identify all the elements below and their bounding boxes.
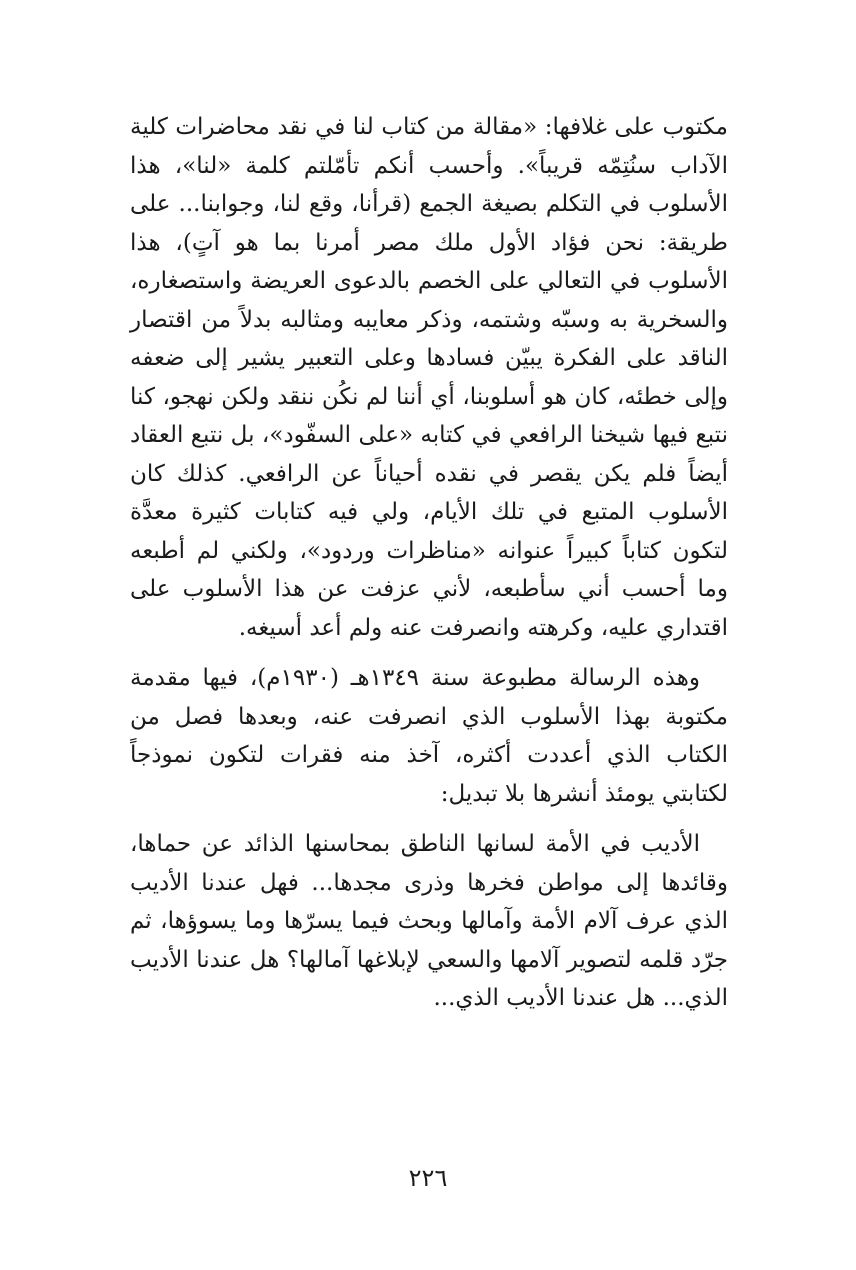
- paragraph-3: الأديب في الأمة لسانها الناطق بمحاسنها الذائد عن حماها، وقائدها إلى مواطن فخرها وذرى مجدها... فهل عندنا الأديب الذي عرف آلام الأمة وآمالها وبحث فيما يسرّها وما يسوؤها، ثم جرّد قلمه لتصوير آلامها والسعي لإبلاغها آمالها؟ هل عندنا الأديب الذي... هل عندنا الأديب الذي...: [130, 831, 728, 1011]
- paragraph-2: وهذه الرسالة مطبوعة سنة ١٣٤٩هـ (١٩٣٠م)، فيها مقدمة مكتوبة بهذا الأسلوب الذي انصرفت عنه، وبعدها فصل من الكتاب الذي أعددت أكثره، آخذ منه فقرات لتكون نموذجاً لكتابتي يومئذ أنشرها بلا تبديل:: [130, 665, 728, 807]
- paragraph-1: مكتوب على غلافها: «مقالة من كتاب لنا في نقد محاضرات كلية الآداب سنُتِمّه قريباً». وأحسب أنكم تأمّلتم كلمة «لنا»، هذا الأسلوب في التكلم بصيغة الجمع (قرأنا، وقع لنا، وجوابنا... على طريقة: نحن فؤاد الأول ملك مصر أمرنا بما هو آتٍ)، هذا الأسلوب في التعالي على الخصم بالدعوى العريضة واستصغاره، والسخرية به وسبّه وشتمه، وذكر معايبه ومثالبه بدلاً من اقتصار الناقد على الفكرة يبيّن فسادها وعلى التعبير يشير إلى ضعفه وإلى خطئه، كان هو أسلوبنا، أي أننا لم نكُن ننقد ولكن نهجو، كنا نتبع فيها شيخنا الرافعي في كتابه «على السفّود»، بل نتبع العقاد أيضاً فلم يكن يقصر في نقده أحياناً عن الرافعي. كذلك كان الأسلوب المتبع في تلك الأيام، ولي فيه كتابات كثيرة معدَّة لتكون كتاباً كبيراً عنوانه «مناظرات وردود»، ولكني لم أطبعه وما أحسب أني سأطبعه، لأني عزفت عن هذا الأسلوب على اقتداري عليه، وكرهته وانصرفت عنه ولم أعد أسيغه.: [130, 114, 728, 641]
- page-body: [130, 108, 728, 1030]
- page-number: ٢٢٦: [408, 1164, 448, 1192]
